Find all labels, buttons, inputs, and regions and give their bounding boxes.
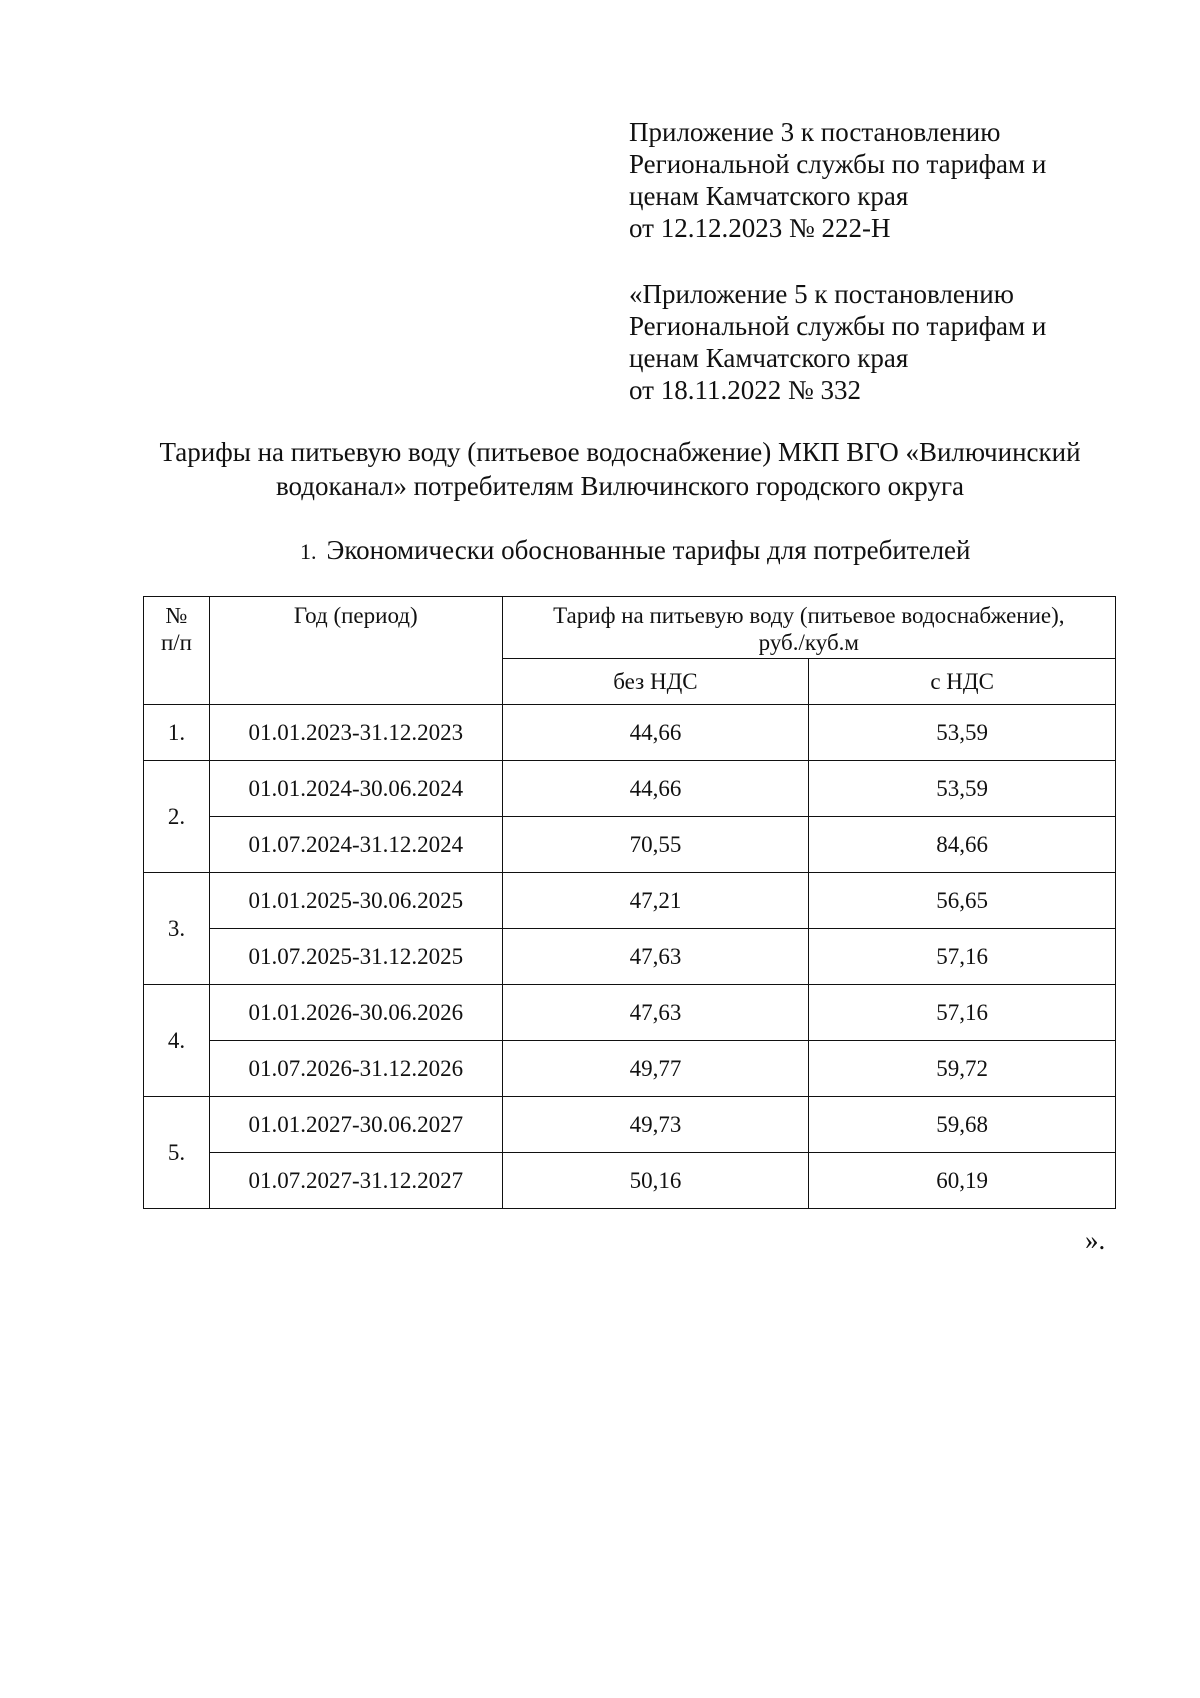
row-period: 01.07.2024-31.12.2024 xyxy=(209,817,502,873)
row-without-vat: 47,63 xyxy=(502,985,809,1041)
attachment-line: Региональной службы по тарифам и xyxy=(629,311,1047,341)
row-without-vat: 49,73 xyxy=(502,1097,809,1153)
attachment-line: от 12.12.2023 № 222-Н xyxy=(629,213,891,243)
row-period: 01.01.2025-30.06.2025 xyxy=(209,873,502,929)
attachment-header-current xyxy=(629,116,1149,244)
row-with-vat: 57,16 xyxy=(809,985,1116,1041)
attachment-line: «Приложение 5 к постановлению xyxy=(629,279,1014,309)
row-with-vat: 59,72 xyxy=(809,1041,1116,1097)
attachment-line: ценам Камчатского края xyxy=(629,181,909,211)
table-row xyxy=(144,873,1116,929)
row-period: 01.01.2027-30.06.2027 xyxy=(209,1097,502,1153)
attachment-line: ценам Камчатского края xyxy=(629,343,909,373)
row-with-vat: 56,65 xyxy=(809,873,1116,929)
tariff-table xyxy=(143,596,1116,1209)
row-number: 5. xyxy=(144,1097,210,1209)
header-with-vat: с НДС xyxy=(809,659,1116,705)
attachment-line: Региональной службы по тарифам и xyxy=(629,149,1047,179)
title-line: водоканал» потребителям Вилючинского городского округа xyxy=(275,471,964,501)
row-number: 4. xyxy=(144,985,210,1097)
row-without-vat: 44,66 xyxy=(502,705,809,761)
attachment-header-previous xyxy=(629,278,1149,406)
row-without-vat: 70,55 xyxy=(502,817,809,873)
document-title xyxy=(120,435,1120,503)
header-num xyxy=(144,597,210,705)
row-period: 01.01.2024-30.06.2024 xyxy=(209,761,502,817)
header-tariff: Тариф на питьевую воду (питьевое водоснабжение), руб./куб.м xyxy=(502,597,1115,659)
row-period: 01.07.2026-31.12.2026 xyxy=(209,1041,502,1097)
table-row xyxy=(144,817,1116,873)
table-row xyxy=(144,929,1116,985)
row-without-vat: 50,16 xyxy=(502,1153,809,1209)
row-with-vat: 57,16 xyxy=(809,929,1116,985)
row-period: 01.07.2025-31.12.2025 xyxy=(209,929,502,985)
attachment-line: Приложение 3 к постановлению xyxy=(629,117,1001,147)
header-without-vat: без НДС xyxy=(502,659,809,705)
row-period: 01.07.2027-31.12.2027 xyxy=(209,1153,502,1209)
table-header-row xyxy=(144,597,1116,659)
title-line: Тарифы на питьевую воду (питьевое водоснабжение) МКП ВГО «Вилючинский xyxy=(159,437,1081,467)
row-without-vat: 44,66 xyxy=(502,761,809,817)
row-without-vat: 47,63 xyxy=(502,929,809,985)
row-without-vat: 49,77 xyxy=(502,1041,809,1097)
section-heading xyxy=(300,533,970,569)
table-row xyxy=(144,1041,1116,1097)
row-without-vat: 47,21 xyxy=(502,873,809,929)
attachment-line: от 18.11.2022 № 332 xyxy=(629,375,861,405)
row-number: 1. xyxy=(144,705,210,761)
row-with-vat: 53,59 xyxy=(809,705,1116,761)
table-row xyxy=(144,1153,1116,1209)
row-with-vat: 60,19 xyxy=(809,1153,1116,1209)
row-period: 01.01.2026-30.06.2026 xyxy=(209,985,502,1041)
row-with-vat: 59,68 xyxy=(809,1097,1116,1153)
row-with-vat: 53,59 xyxy=(809,761,1116,817)
header-period: Год (период) xyxy=(209,597,502,705)
table-row xyxy=(144,761,1116,817)
header-num-line1: № xyxy=(165,603,188,628)
section-text: Экономически обоснованные тарифы для потребителей xyxy=(326,535,971,565)
row-period: 01.01.2023-31.12.2023 xyxy=(209,705,502,761)
table-row xyxy=(144,705,1116,761)
table-row xyxy=(144,985,1116,1041)
section-number: 1. xyxy=(300,539,317,564)
closing-quote-mark: ». xyxy=(1085,1225,1106,1255)
row-number: 2. xyxy=(144,761,210,873)
row-number: 3. xyxy=(144,873,210,985)
table-row xyxy=(144,1097,1116,1153)
row-with-vat: 84,66 xyxy=(809,817,1116,873)
header-num-line2: п/п xyxy=(160,630,192,655)
